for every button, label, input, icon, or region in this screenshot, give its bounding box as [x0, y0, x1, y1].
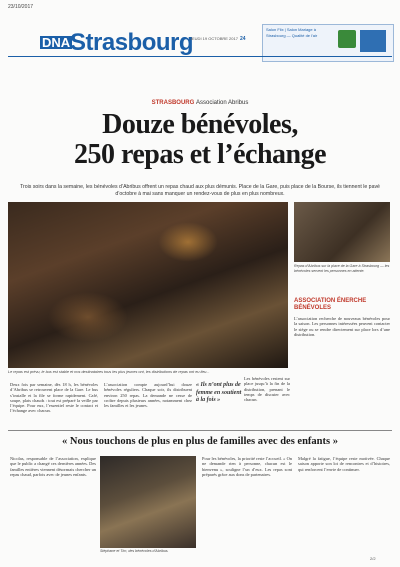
side-photo	[294, 202, 390, 262]
print-date: 23/10/2017	[8, 4, 34, 10]
article-kicker	[0, 100, 400, 106]
kicker-place: STRASBOURG	[151, 100, 195, 106]
kicker-topic: Association Abribus	[195, 100, 249, 106]
ad-text: Salon Flix | Salon Mariage à Strasbourg — Qualité de l'air	[266, 27, 318, 38]
side-photo-caption: Repas d’Abribus sur la place de la Gare à Strasbourg — les bénévoles servent les personnes en attente.	[294, 264, 390, 273]
side-heading: ASSOCIATION ÉNERCHE BÉNÉVOLES	[294, 298, 367, 311]
masthead-city: Strasbourg	[70, 29, 194, 56]
side-body: L’association recherche de nouveaux bénévoles pour la saison. Les personnes intéressées peuvent contacter le siège ou se rendre directement sur place lors d’une distribution.	[294, 316, 390, 337]
title-line-1: Douze bénévoles,	[102, 109, 298, 140]
pull-quote: « Ils n’ont plus de femme en soutient à la fois »	[196, 382, 242, 403]
masthead-rule	[8, 56, 392, 57]
article-lead: Trois soirs dans la semaine, les bénévoles d’Abribus offrent un repas chaud aux plus démunis. Place de la Gare, puis place de la Bourse, ils tiennent le pavé d’octobre à mai sans manquer un rendez-vous de plus en plus nombreux.	[20, 184, 380, 197]
page-number: 24	[240, 36, 246, 42]
section-divider	[8, 430, 392, 431]
title-line-2: 250 repas et l’échange	[73, 139, 327, 170]
second-column-2: Pour les bénévoles, la priorité reste l’accueil. « On ne demande rien à personne, chacun est le bienvenu », souligne l’un d’eux. Les repas sont préparés grâce aux dons de partenaires.	[202, 456, 292, 477]
body-column-left: Deux fois par semaine, dès 18 h, les bénévoles d’Abribus se retrouvent place de la Gare. Le bus s’installe et la file se forme rapidement. Café, soupe, plats chauds : tout est préparé la veille par l’équipe. Pour eux, l’essentiel reste le contact et l’échange avec chacun.	[10, 382, 98, 414]
second-column-1: Nicolas, responsable de l’association, explique que le public a changé ces dernières années. Des familles entières viennent désormais chercher un repas chaud, parfois avec de jeunes enfants.	[10, 456, 96, 477]
main-photo-caption: Le repas est prévu, le bus est stable et nos destinataires tous les plus jeunes ont, les distributions de repas ont eu lieu...	[8, 370, 210, 374]
body-column-right: Les bénévoles restent sur place jusqu’à la fin de la distribution, prenant le temps de discuter avec chacun.	[244, 376, 290, 403]
brand-logo: DNA	[42, 35, 71, 50]
second-headline: « Nous touchons de plus en plus de familles avec des enfants »	[62, 436, 338, 447]
article-title	[0, 110, 400, 170]
second-photo	[100, 456, 196, 548]
body-column-middle: L’association compte aujourd’hui douze bénévoles réguliers. Chaque soir, ils distribuent environ 250 repas. La demande ne cesse de croître depuis plusieurs années, notamment chez les familles et les jeunes.	[104, 382, 192, 409]
ad-badge-blue	[360, 30, 386, 52]
second-column-3: Malgré la fatigue, l’équipe reste motivée. Chaque saison apporte son lot de rencontres et d’histoires, qui renforcent l’envie de continuer.	[298, 456, 390, 472]
main-photo	[8, 202, 288, 368]
masthead-date: JEUDI 19 OCTOBRE 2017	[190, 36, 238, 41]
second-photo-caption: Stéphane et Tim, des bénévoles d’Abribus.	[100, 549, 169, 553]
ad-badge-green	[338, 30, 356, 48]
footer-page: 2/2	[370, 556, 376, 561]
